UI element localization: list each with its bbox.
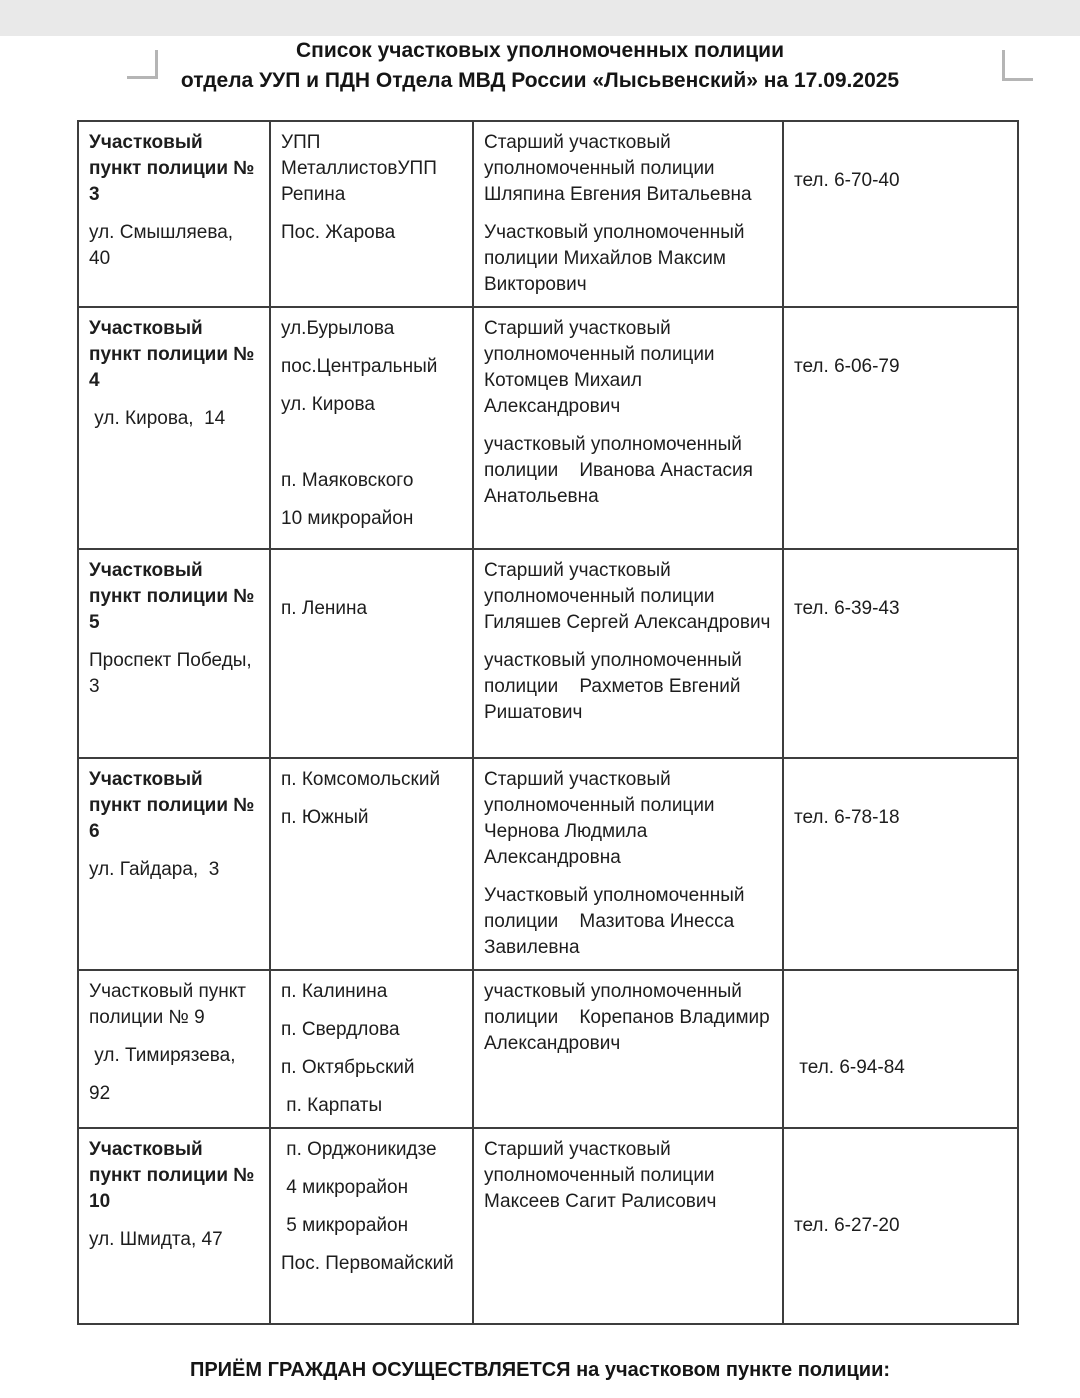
station-address: ул. Тимирязева,: [89, 1045, 236, 1066]
area-item: п. Карпаты: [281, 1095, 383, 1116]
officers-cell: [473, 307, 783, 549]
area-item: п. Южный: [281, 807, 369, 828]
area-item: 10 микрорайон: [281, 508, 414, 529]
spacer: [794, 767, 1007, 793]
officer-item: участковый уполномоченный полиции Корепанов Владимир Александрович: [484, 981, 775, 1054]
spacer: [281, 430, 462, 456]
officers-cell: [473, 1128, 783, 1324]
phone-value: тел. 6-94-84: [794, 1057, 905, 1078]
officer-item: Старший участковый уполномоченный полиции Шляпина Евгения Витальевна: [484, 132, 752, 205]
station-address: ул. Смышляева, 40: [89, 222, 239, 269]
page-margin-mark-left: [127, 50, 158, 79]
officers-cell: [473, 758, 783, 970]
table-row: [78, 1128, 1018, 1324]
station-cell: [78, 121, 270, 307]
page-title-line2: отдела УУП и ПДН Отдела МВД России «Лысьвенский» на 17.09.2025: [180, 69, 900, 92]
area-item: ул.Бурылова: [281, 318, 395, 339]
spacer: [794, 1017, 1007, 1043]
area-item: п. Маяковского: [281, 470, 414, 491]
area-item: Пос. Первомайский: [281, 1253, 454, 1274]
spacer: [794, 1137, 1007, 1163]
area-item: Пос. Жарова: [281, 222, 396, 243]
officer-item: Участковый уполномоченный полиции Мазитова Инесса Завилевна: [484, 885, 750, 958]
phone-cell: [783, 307, 1018, 549]
areas-cell: [270, 307, 473, 549]
station-cell: [78, 1128, 270, 1324]
area-item: 4 микрорайон: [281, 1177, 409, 1198]
station-title: Участковый пункт полиции № 9: [89, 981, 252, 1028]
spacer: [794, 1175, 1007, 1201]
phone-value: тел. 6-27-20: [794, 1215, 900, 1236]
station-title: Участковый пункт полиции № 10: [89, 1139, 260, 1212]
officer-item: Старший участковый уполномоченный полиции Чернова Людмила Александровна: [484, 769, 720, 868]
areas-cell: [270, 970, 473, 1128]
station-cell: [78, 970, 270, 1128]
area-item: ул. Кирова: [281, 394, 375, 415]
phone-cell: [783, 549, 1018, 758]
areas-cell: [270, 549, 473, 758]
station-title: Участковый пункт полиции № 6: [89, 769, 260, 842]
area-item: п. Калинина: [281, 981, 388, 1002]
area-item: п. Октябрьский: [281, 1057, 415, 1078]
phone-value: тел. 6-39-43: [794, 598, 900, 619]
precincts-table: [77, 120, 1019, 1325]
officer-item: Участковый уполномоченный полиции Михайлов Максим Викторович: [484, 222, 750, 295]
spacer: [794, 979, 1007, 1005]
table-row: [78, 307, 1018, 549]
station-title: Участковый пункт полиции № 3: [89, 132, 260, 205]
phone-cell: [783, 121, 1018, 307]
station-address: ул. Кирова, 14: [89, 408, 226, 429]
areas-cell: [270, 1128, 473, 1324]
station-cell: [78, 307, 270, 549]
officers-cell: [473, 970, 783, 1128]
areas-cell: [270, 758, 473, 970]
phone-value: тел. 6-06-79: [794, 356, 900, 377]
area-item: п. Ленина: [281, 598, 368, 619]
station-title: Участковый пункт полиции № 4: [89, 318, 260, 391]
reception-note: ПРИЁМ ГРАЖДАН ОСУЩЕСТВЛЯЕТСЯ на участковом пункте полиции:: [189, 1359, 891, 1381]
officer-item: Старший участковый уполномоченный полиции Гиляшев Сергей Александрович: [484, 560, 771, 633]
phone-cell: [783, 970, 1018, 1128]
station-address: ул. Гайдара, 3: [89, 859, 220, 880]
spacer: [281, 558, 462, 584]
phone-cell: [783, 1128, 1018, 1324]
station-title: Участковый пункт полиции № 5: [89, 560, 260, 633]
station-address: ул. Шмидта, 47: [89, 1229, 223, 1250]
area-item: п. Орджоникидзе: [281, 1139, 437, 1160]
table-row: [78, 121, 1018, 307]
area-item: п. Свердлова: [281, 1019, 400, 1040]
spacer: [794, 316, 1007, 342]
area-item: 5 микрорайон: [281, 1215, 409, 1236]
table-row: [78, 970, 1018, 1128]
table-row: [78, 549, 1018, 758]
officers-cell: [473, 549, 783, 758]
page-title-line1: Список участковых уполномоченных полиции: [295, 39, 784, 62]
officers-cell: [473, 121, 783, 307]
area-item: пос.Центральный: [281, 356, 438, 377]
officer-item: участковый уполномоченный полиции Рахметов Евгений Ришатович: [484, 650, 748, 723]
officer-item: участковый уполномоченный полиции Иванова Анастасия Анатольевна: [484, 434, 759, 507]
officer-item: Старший участковый уполномоченный полиции Максеев Сагит Ралисович: [484, 1139, 720, 1212]
spacer: [794, 130, 1007, 156]
phone-cell: [783, 758, 1018, 970]
table-row: [78, 758, 1018, 970]
station-address: Проспект Победы, 3: [89, 650, 257, 697]
officer-item: Старший участковый уполномоченный полиции Котомцев Михаил Александрович: [484, 318, 720, 417]
page-margin-mark-right: [1002, 50, 1033, 81]
page-title: [40, 36, 1040, 96]
areas-cell: [270, 121, 473, 307]
station-cell: [78, 549, 270, 758]
spacer: [794, 558, 1007, 584]
phone-value: тел. 6-78-18: [794, 807, 900, 828]
station-address: 92: [89, 1083, 111, 1104]
area-item: УПП МеталлистовУПП Репина: [281, 132, 443, 205]
phone-value: тел. 6-70-40: [794, 170, 900, 191]
area-item: п. Комсомольский: [281, 769, 441, 790]
station-cell: [78, 758, 270, 970]
document-page: [0, 36, 1080, 1398]
